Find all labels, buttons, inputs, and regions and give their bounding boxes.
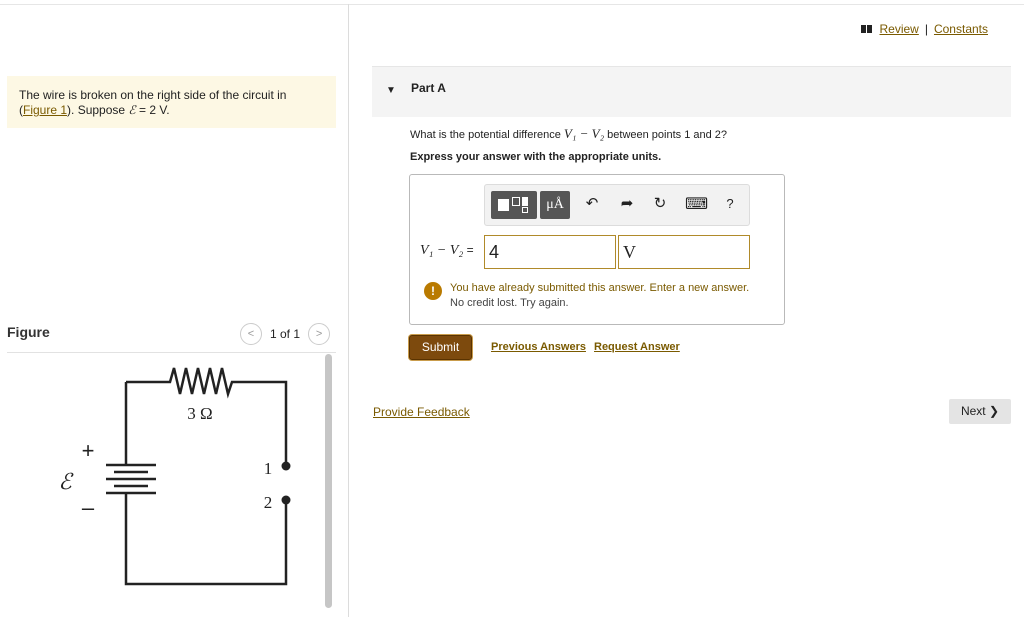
chevron-left-icon: < bbox=[247, 328, 255, 340]
figure-scrollbar[interactable] bbox=[325, 354, 332, 608]
emf-value: = 2 V. bbox=[135, 103, 170, 117]
part-a-header[interactable] bbox=[372, 66, 1011, 117]
problem-text-after: ). Suppose bbox=[67, 103, 129, 117]
question-math: V₁ − V₂ bbox=[563, 126, 605, 141]
answer-label-eq: = bbox=[463, 243, 474, 257]
question-suffix: between points 1 and 2? bbox=[604, 129, 728, 141]
previous-answers-link[interactable]: Previous Answers bbox=[491, 341, 586, 353]
resistor-label: 3 Ω bbox=[187, 404, 213, 423]
left-wire-bottom bbox=[126, 494, 286, 584]
figure-link[interactable]: Figure 1 bbox=[23, 103, 68, 117]
warning-icon: ! bbox=[424, 282, 442, 300]
request-answer-link[interactable]: Request Answer bbox=[594, 341, 680, 353]
emf-symbol: ℰ bbox=[128, 103, 136, 117]
collapse-triangle-icon[interactable]: ▼ bbox=[386, 85, 396, 96]
submit-button[interactable]: Submit bbox=[409, 335, 472, 360]
header-links bbox=[861, 22, 988, 36]
warning-line-1: You have already submitted this answer. Enter a new answer. bbox=[450, 282, 750, 294]
units-button[interactable]: μÅ bbox=[540, 191, 570, 219]
answer-label-math: V₁ − V₂ bbox=[420, 243, 464, 258]
undo-icon[interactable]: ↶ bbox=[585, 195, 599, 212]
figure-divider bbox=[7, 352, 336, 353]
emf-label: ℰ bbox=[58, 469, 72, 494]
warning-line-2: No credit lost. Try again. bbox=[450, 297, 569, 309]
prev-figure-button[interactable] bbox=[240, 323, 262, 345]
figure-title: Figure bbox=[7, 324, 50, 340]
review-link[interactable]: Review bbox=[879, 22, 919, 36]
point-2-label: 2 bbox=[263, 493, 273, 512]
part-a-label: Part A bbox=[411, 81, 446, 95]
column-divider bbox=[348, 4, 349, 617]
answer-label bbox=[420, 243, 474, 259]
problem-text-before: The wire is broken on the right side of the circuit in ( bbox=[19, 88, 287, 117]
point-2-terminal bbox=[282, 496, 291, 505]
warning-message bbox=[450, 281, 749, 311]
answer-instruction: Express your answer with the appropriate units. bbox=[410, 151, 662, 163]
question-text bbox=[410, 126, 727, 142]
figure-pager bbox=[240, 323, 330, 345]
pager-count: 1 of 1 bbox=[270, 327, 301, 341]
math-toolbar bbox=[484, 184, 750, 226]
circuit-diagram bbox=[40, 358, 310, 590]
help-icon[interactable]: ? bbox=[726, 196, 734, 211]
unit-input[interactable]: V bbox=[618, 235, 750, 269]
minus-sign: – bbox=[81, 495, 95, 520]
question-prefix: What is the potential difference bbox=[410, 129, 564, 141]
problem-statement bbox=[7, 76, 336, 128]
value-input[interactable]: 4 bbox=[484, 235, 616, 269]
header-separator: | bbox=[924, 22, 928, 36]
point-1-terminal bbox=[282, 462, 291, 471]
plus-sign: + bbox=[81, 438, 95, 463]
point-1-label: 1 bbox=[263, 459, 273, 478]
redo-icon[interactable]: ➦ bbox=[620, 195, 634, 212]
constants-link[interactable]: Constants bbox=[933, 22, 988, 36]
provide-feedback-link[interactable]: Provide Feedback bbox=[373, 405, 470, 419]
answer-box bbox=[409, 174, 785, 325]
top-border bbox=[0, 4, 1024, 5]
templates-button[interactable] bbox=[491, 191, 537, 219]
next-figure-button[interactable] bbox=[308, 323, 330, 345]
next-button[interactable]: Next ❯ bbox=[949, 399, 1011, 424]
reset-icon[interactable]: ↻ bbox=[653, 195, 667, 212]
keyboard-icon[interactable]: ⌨ bbox=[685, 196, 709, 213]
book-icon bbox=[861, 25, 873, 33]
chevron-right-icon: > bbox=[315, 328, 323, 340]
